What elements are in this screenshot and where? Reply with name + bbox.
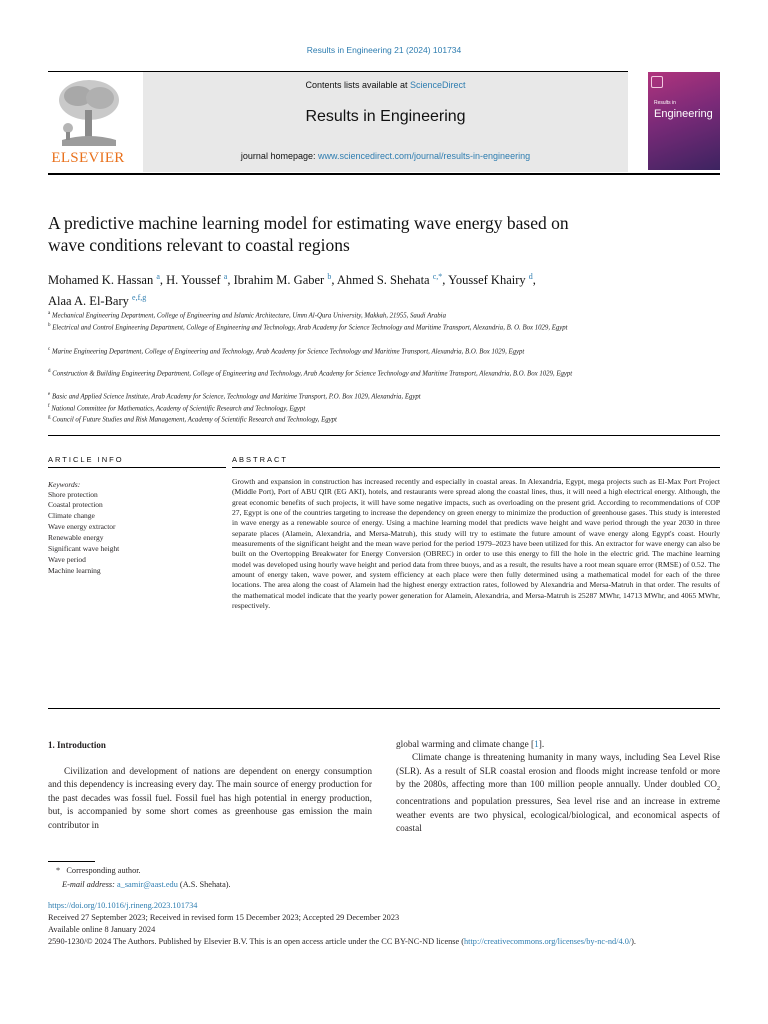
keywords-label: Keywords:: [48, 480, 81, 489]
abstract-bottom-rule: [48, 708, 720, 709]
license-line: 2590-1230/© 2024 The Authors. Published by Elsevier B.V. This is an open access article under the CC BY-NC-ND license (http://creativecommons.org/licenses/by-nc-nd/4.0/).: [48, 937, 637, 946]
contents-line: Contents lists available at ScienceDirect: [305, 80, 466, 90]
article-title: [48, 212, 688, 256]
keyword-item: Coastal protection: [48, 500, 103, 509]
journal-homepage: journal homepage: www.sciencedirect.com/journal/results-in-engineering: [240, 151, 531, 161]
introduction-heading: 1. Introduction: [48, 740, 106, 750]
article-title-line2: wave conditions relevant to coastal regions: [48, 235, 350, 255]
author-affil-sup[interactable]: b: [327, 272, 332, 281]
author-name[interactable]: Ahmed S. Shehata: [336, 273, 430, 288]
affiliation: $^d$ Construction & Building Engineering Department, College of Engineering and Technology, Arab Academy for Science Technology and Maritime Transport, Alexandria, B.O. Box 1029, Egypt: [48, 369, 573, 378]
keyword-item: Wave energy extractor: [48, 522, 116, 531]
received-dates: Received 27 September 2023; Received in revised form 15 December 2023; Accepted 29 December 2023: [48, 913, 400, 922]
affiliation: $^a$ Mechanical Engineering Department, College of Engineering and Islamic Architecture, Umm Al-Qura University, Makkah, 21955, Saudi Arabia: [48, 311, 446, 320]
elsevier-logo-text: ELSEVIER: [51, 150, 125, 166]
journal-title: Results in Engineering: [305, 108, 466, 125]
keyword-item: Shore protection: [48, 490, 98, 499]
cover-big-text: Engineering: [654, 108, 713, 120]
author-affil-sup[interactable]: a: [223, 272, 228, 281]
cover-logo-icon: [651, 76, 663, 88]
journal-cover-image[interactable]: [648, 72, 720, 170]
author-name[interactable]: H. Youssef: [166, 273, 221, 288]
author-affil-sup[interactable]: e,f,g: [132, 293, 147, 303]
elsevier-tree-logo-icon: [52, 76, 126, 148]
corresponding-author-note: * Corresponding author.: [56, 866, 141, 875]
author-affil-sup[interactable]: a: [156, 272, 160, 281]
header-bottom-rule: [48, 173, 720, 175]
keyword-item: Wave period: [48, 555, 86, 564]
doi-link[interactable]: https://doi.org/10.1016/j.rineng.2023.101734: [48, 901, 198, 910]
author-name[interactable]: Mohamed K. Hassan: [48, 273, 154, 288]
intro-right-column: [396, 739, 720, 837]
email-note: E-mail address: a_samir@aast.edu (A.S. Shehata).: [62, 880, 231, 889]
author-affil-sup[interactable]: c,*: [432, 272, 443, 281]
article-info-heading: ARTICLE INFO: [48, 455, 124, 464]
keyword-item: Significant wave height: [48, 544, 120, 553]
keyword-item: Renewable energy: [48, 533, 104, 542]
abstract-heading: ABSTRACT: [232, 455, 289, 464]
affiliation: $^b$ Electrical and Control Engineering Department, College of Engineering and Technology, Arab Academy for Science Technology and Maritime Transport, Alexandria, B. O. Box 1029, Egypt: [48, 323, 568, 332]
journal-reference[interactable]: Results in Engineering 21 (2024) 101734: [306, 45, 462, 55]
keyword-item: Machine learning: [48, 566, 101, 575]
author-name[interactable]: Ibrahim M. Gaber: [233, 273, 325, 288]
intro-right-continuation: global warming and climate change [1].: [396, 740, 545, 750]
sciencedirect-link[interactable]: ScienceDirect: [410, 80, 466, 90]
affiliation: $^g$ Council of Future Studies and Risk Management, Academy of Scientific Research and Technology, Egypt: [48, 415, 337, 424]
author-affil-sup[interactable]: d: [528, 272, 533, 281]
email-link[interactable]: a_samir@aast.edu: [117, 880, 178, 889]
article-title-line1: A predictive machine learning model for estimating wave energy based on: [48, 213, 569, 233]
keyword-item: Climate change: [48, 511, 95, 520]
available-online: Available online 8 January 2024: [48, 925, 156, 934]
cover-small-text: Results in: [654, 100, 676, 106]
article-info-rule: [48, 467, 226, 468]
footnote-rule: [48, 861, 95, 862]
intro-left-paragraph: Civilization and development of nations are dependent on energy consumption and this dependency is increasing every day. The main source of energy production for the past decades was fossil fuel. Fossil fuel has high potential in energy production, but, is accompanied by some short comes as greenhouse gas emission the main contributor in: [48, 767, 372, 831]
license-link[interactable]: http://creativecommons.org/licenses/by-nc-nd/4.0/: [464, 937, 632, 946]
abstract-text: Growth and expansion in construction has increased recently and especially in coastal areas. In Alexandria, Egypt, mega projects such as El-Max Port Project (Middle Port), Port of ABU QIR (EG AKI), hotels, and restaurants were spread along the coastal lines, thus, it will need a high electrical energy. Although, the great economic benefits of such projects, it will have some negative impacts, such as overloading on the present grid. According to recommendations of COP 27, Egypt is one of the countries targeting to increase the dependency on green energy to minimize the production of greenhouse gases. This study is interested in wave energy as a renewable source of energy. Using a machine learning model that predicts wave height and wave period through the year 2030 in three separate places (Alamein, Alexandria, and Mersa-Matruh), this study will try to estimate the future amount of wave energy along Egypt's coast. Hourly measurements of the significant height and the mean wave period for the period 1979–2023 have been utilized for this. An extractor for wave energy can also be built on the Overtopping Breakwater for Energy Conversion (OBREC) in order to use this energy to fill the hole in the electric grid. The machine learning model was developed using hourly wave height and period data from three buoys, and as a result, the results have a root mean square error (RMSE) of 0.52. The amount of energy taken, wave power, and system efficiency at each place were then fully determined using a mathematical model for each of the three locations. The area along the coast of Alamein had the highest energy extraction rates, followed by Alexandria and Mersa-Matruh in that order. The results of the mathematical model indicate that the yearly power generation for Alamein, Alexandria, and Mersa-Matruh is 25287 MWhr, 14713 MWhr, and 4065 MWhr, respectively.: [232, 477, 720, 611]
affiliation: $^f$ National Committee for Mathematics, Academy of Scientific Research and Technology, Egypt: [48, 404, 306, 413]
affiliation: $^e$ Basic and Applied Science Institute, Arab Academy for Science, Technology and Maritime Transport, P.O. Box 1029, Alexandria, Egypt: [48, 392, 421, 401]
section-divider: [48, 435, 720, 436]
citation-link[interactable]: 1: [534, 740, 539, 750]
author-name[interactable]: Youssef Khairy: [448, 273, 526, 288]
intro-right-paragraph: Climate change is threatening humanity in many ways, including Sea Level Rise (SLR). As a result of SLR coastal erosion and floods might increase tenfold or more by the 2080s, affecting more than 100 million people annually. Under doubled $CO_2$ concentrations and population pressures, Sea level rise and an increase in extreme weather events are two physical, ecological/biological, and economical aspects of coastal: [396, 753, 720, 835]
homepage-link[interactable]: www.sciencedirect.com/journal/results-in-engineering: [317, 151, 531, 161]
abstract-rule: [232, 467, 720, 468]
author-name[interactable]: Alaa A. El-Bary: [48, 294, 129, 309]
author-list: Mohamed K. Hassan $^a$, H. Youssef $^a$, Ibrahim M. Gaber $^b$, Ahmed S. Shehata $^{c,*}$, Youssef Khairy $^d$, Alaa A. El-Bary $^{e,f,g}$: [48, 272, 536, 309]
affiliation: $^c$ Marine Engineering Department, College of Engineering and Technology, Arab Academy for Science Technology and Maritime Transport, Alexandria, B.O. Box 1029, Egypt: [48, 347, 525, 356]
